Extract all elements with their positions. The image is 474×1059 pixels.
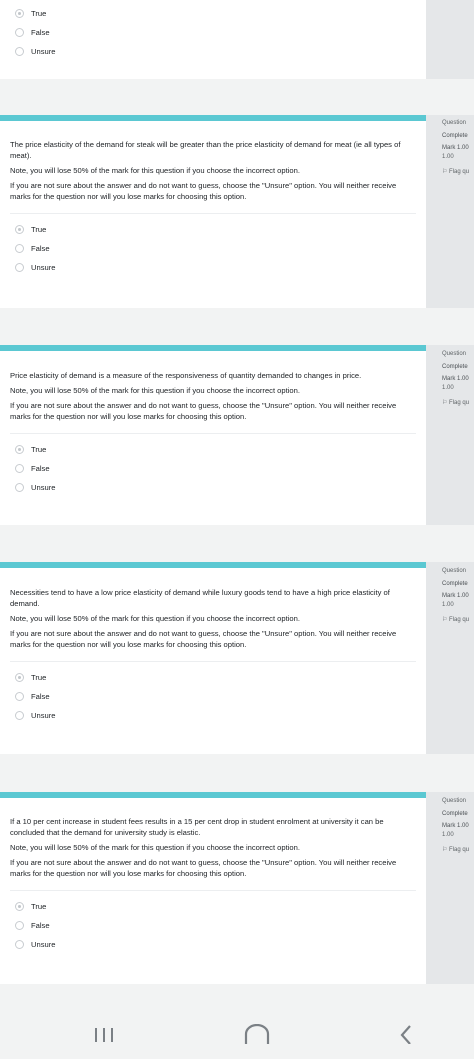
unsure-info: If you are not sure about the answer and do not want to guess, choose the "Unsure" option. You will neither receive marks for the question nor will you lose marks for choosing this option.: [10, 629, 397, 649]
system-navigation-bar: [0, 1010, 474, 1059]
answer-label: False: [31, 921, 50, 930]
flag-label: Flag qu: [449, 169, 470, 175]
answer-option-unsure[interactable]: [10, 706, 416, 725]
question-status: Complete: [442, 363, 468, 370]
answer-option-false[interactable]: [10, 239, 416, 258]
question-card: [0, 345, 426, 525]
answer-label: Unsure: [31, 483, 56, 492]
radio-icon[interactable]: [15, 47, 24, 56]
home-button[interactable]: [242, 1024, 272, 1049]
flag-icon: ⚐: [442, 847, 450, 853]
radio-icon[interactable]: [15, 28, 24, 37]
question-text: The price elasticity of the demand for steak will be greater than the price elasticity of demand for meat (ie all types of meat).: [10, 140, 401, 160]
question-card: [0, 792, 426, 984]
radio-selected-icon[interactable]: [15, 225, 24, 234]
answer-option-true[interactable]: [10, 897, 416, 916]
answer-option-false[interactable]: [10, 916, 416, 935]
answer-option-unsure[interactable]: [10, 258, 416, 277]
answer-option-unsure[interactable]: [10, 42, 426, 61]
question-info-panel: [426, 115, 474, 308]
radio-selected-icon[interactable]: [15, 9, 24, 18]
flag-label: Flag qu: [449, 847, 470, 853]
answer-option-true[interactable]: [10, 440, 416, 459]
radio-icon[interactable]: [15, 483, 24, 492]
question-number-label: Question: [442, 798, 467, 804]
answer-label: Unsure: [31, 711, 56, 720]
question-mark-value: 1.00: [442, 601, 454, 608]
answer-label: False: [31, 28, 50, 37]
flag-question-button[interactable]: [442, 399, 474, 408]
question-number-label: Question: [442, 568, 467, 574]
question-status: Complete: [442, 580, 468, 587]
question-status: Complete: [442, 810, 468, 817]
flag-question-button[interactable]: [442, 846, 474, 855]
question-number-label: Question: [442, 120, 467, 126]
back-button[interactable]: [396, 1024, 416, 1049]
question-info-panel: [426, 792, 474, 984]
flag-label: Flag qu: [449, 400, 470, 406]
flag-question-button[interactable]: [442, 616, 474, 625]
radio-icon[interactable]: [15, 263, 24, 272]
question-mark-value: 1.00: [442, 384, 454, 391]
home-icon: [242, 1024, 272, 1044]
answer-option-false[interactable]: [10, 23, 426, 42]
answer-option-false[interactable]: [10, 687, 416, 706]
flag-icon: ⚐: [442, 400, 450, 406]
question-accent-bar: [0, 562, 474, 568]
penalty-note: Note, you will lose 50% of the mark for this question if you choose the incorrect option.: [10, 166, 300, 175]
penalty-note: Note, you will lose 50% of the mark for this question if you choose the incorrect option.: [10, 843, 300, 852]
radio-icon[interactable]: [15, 464, 24, 473]
answer-label: Unsure: [31, 940, 56, 949]
question-text: Necessities tend to have a low price elasticity of demand while luxury goods tend to have a high price elasticity of demand.: [10, 588, 390, 608]
question-mark-value: 1.00: [442, 153, 454, 160]
unsure-info: If you are not sure about the answer and do not want to guess, choose the "Unsure" option. You will neither receive marks for the question nor will you lose marks for choosing this option.: [10, 181, 397, 201]
radio-selected-icon[interactable]: [15, 673, 24, 682]
question-mark: Mark 1.00: [442, 145, 469, 151]
answer-label: Unsure: [31, 47, 56, 56]
answer-label: False: [31, 464, 50, 473]
answer-option-true[interactable]: [10, 668, 416, 687]
answer-option-true[interactable]: [10, 4, 426, 23]
answer-option-unsure[interactable]: [10, 478, 416, 497]
question-card-partial: [0, 0, 426, 79]
question-status: Complete: [442, 132, 468, 139]
question-accent-bar: [0, 115, 474, 121]
question-accent-bar: [0, 792, 474, 798]
question-accent-bar: [0, 345, 474, 351]
question-text: If a 10 per cent increase in student fees results in a 15 per cent drop in student enrolment at university it can be concluded that the demand for university study is elastic.: [10, 817, 384, 837]
unsure-info: If you are not sure about the answer and do not want to guess, choose the "Unsure" option. You will neither receive marks for the question nor will you lose marks for choosing this option.: [10, 401, 397, 421]
answer-option-unsure[interactable]: [10, 935, 416, 954]
answer-label: Unsure: [31, 263, 56, 272]
question-mark: Mark 1.00: [442, 823, 469, 829]
question-mark-value: 1.00: [442, 831, 454, 838]
question-info-panel: [426, 562, 474, 754]
flag-label: Flag qu: [449, 617, 470, 623]
question-card: [0, 115, 426, 308]
question-card: [0, 562, 426, 754]
penalty-note: Note, you will lose 50% of the mark for this question if you choose the incorrect option.: [10, 386, 300, 395]
question-mark: Mark 1.00: [442, 376, 469, 382]
answer-option-false[interactable]: [10, 459, 416, 478]
answer-label: True: [31, 673, 47, 682]
radio-icon[interactable]: [15, 940, 24, 949]
radio-icon[interactable]: [15, 921, 24, 930]
answer-label: True: [31, 445, 47, 454]
flag-question-button[interactable]: [442, 168, 474, 177]
radio-icon[interactable]: [15, 244, 24, 253]
question-info-panel: [426, 345, 474, 525]
recent-apps-button[interactable]: [91, 1026, 117, 1047]
question-mark: Mark 1.00: [442, 593, 469, 599]
question-text: Price elasticity of demand is a measure of the responsiveness of quantity demanded to changes in price.: [10, 371, 362, 380]
answer-label: True: [31, 225, 47, 234]
answer-label: False: [31, 244, 50, 253]
flag-icon: ⚐: [442, 617, 450, 623]
radio-selected-icon[interactable]: [15, 445, 24, 454]
radio-icon[interactable]: [15, 711, 24, 720]
radio-selected-icon[interactable]: [15, 902, 24, 911]
question-number-label: Question: [442, 351, 467, 357]
unsure-info: If you are not sure about the answer and do not want to guess, choose the "Unsure" option. You will neither receive marks for the question nor will you lose marks for choosing this option.: [10, 858, 397, 878]
radio-icon[interactable]: [15, 692, 24, 701]
answer-label: True: [31, 9, 47, 18]
penalty-note: Note, you will lose 50% of the mark for this question if you choose the incorrect option.: [10, 614, 300, 623]
answer-label: False: [31, 692, 50, 701]
answer-label: True: [31, 902, 47, 911]
back-icon: [396, 1024, 416, 1044]
question-info-panel: [426, 0, 474, 79]
flag-icon: ⚐: [442, 169, 450, 175]
answer-option-true[interactable]: [10, 220, 416, 239]
recent-apps-icon: [91, 1026, 117, 1042]
